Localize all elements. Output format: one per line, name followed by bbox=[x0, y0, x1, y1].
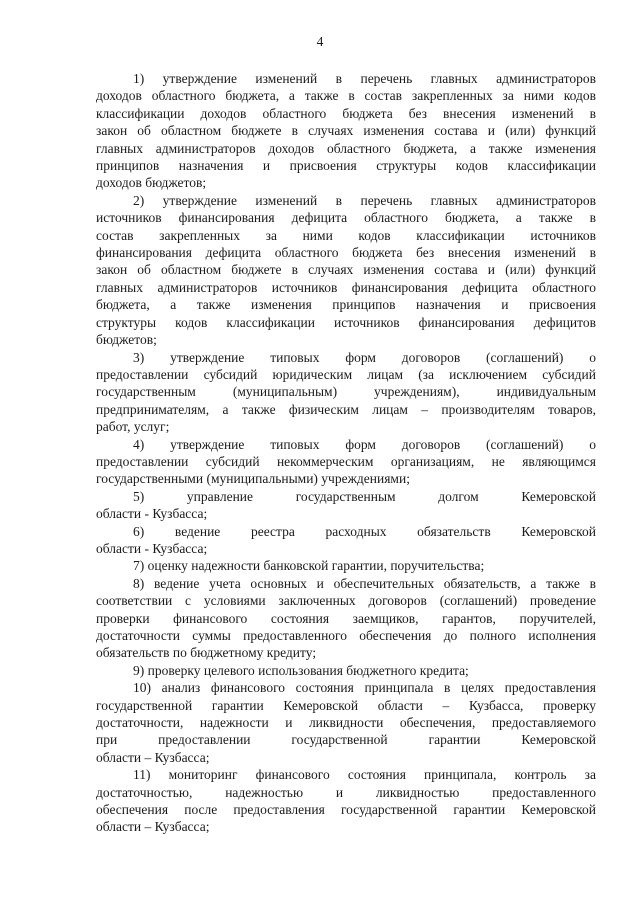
text-line: 5) управление государственным долгом Кемеровской bbox=[133, 488, 596, 504]
list-item bbox=[96, 523, 596, 558]
text-line: области - Кузбасса; bbox=[96, 506, 208, 522]
text-line: закон об областном бюджете в случаях изменения состава и (или) функций bbox=[96, 123, 596, 139]
text-line: государственным (муниципальным) учреждениям), индивидуальным bbox=[96, 384, 596, 400]
list-item bbox=[96, 662, 596, 679]
text-line: закон об областном бюджете в случаях изменения состава и (или) функций bbox=[96, 262, 596, 278]
text-line: области - Кузбасса; bbox=[96, 540, 208, 556]
text-line: бюджетов; bbox=[96, 332, 157, 348]
text-line: государственными (муниципальными) учреждениями; bbox=[96, 471, 410, 487]
text-line: главных администраторов доходов областного бюджета, а также изменения bbox=[96, 140, 596, 156]
text-line: источников финансирования дефицита областного бюджета, а также в bbox=[96, 210, 596, 226]
text-line: соответствии с условиями заключенных договоров (соглашений) проведение bbox=[96, 593, 596, 609]
text-line: 9) проверку целевого использования бюджетного кредита; bbox=[133, 662, 469, 678]
text-line: предоставлении субсидий юридическим лицам (за исключением субсидий bbox=[96, 366, 596, 382]
text-line: 7) оценку надежности банковской гарантии, поручительства; bbox=[133, 558, 485, 574]
text-line: при предоставлении государственной гарантии Кемеровской bbox=[96, 732, 596, 748]
list-item bbox=[96, 557, 596, 574]
text-line: достаточности, надежности и ликвидности обеспечения, предоставляемого bbox=[96, 715, 596, 731]
list-item bbox=[96, 679, 596, 766]
text-line: принципов назначения и присвоения структуры кодов классификации bbox=[96, 158, 596, 174]
list-item bbox=[96, 192, 596, 349]
list-item bbox=[96, 575, 596, 662]
list-item bbox=[96, 349, 596, 436]
text-line: 10) анализ финансового состояния принципала в целях предоставления bbox=[133, 680, 596, 696]
text-line: 11) мониторинг финансового состояния принципала, контроль за bbox=[133, 767, 596, 783]
text-line: 4) утверждение типовых форм договоров (соглашений) о bbox=[133, 436, 596, 452]
list-item bbox=[96, 766, 596, 836]
text-line: государственной гарантии Кемеровской области – Кузбасса, проверку bbox=[96, 697, 596, 713]
text-line: предоставлении субсидий некоммерческим организациям, не являющимся bbox=[96, 453, 596, 469]
text-line: области – Кузбасса; bbox=[96, 749, 210, 765]
list-item bbox=[96, 436, 596, 488]
list-item bbox=[96, 70, 596, 192]
list-item bbox=[96, 488, 596, 523]
text-line: 8) ведение учета основных и обеспечительных обязательств, а также в bbox=[133, 575, 596, 591]
text-line: предпринимателям, а также физическим лицам – производителям товаров, bbox=[96, 401, 596, 417]
text-line: доходов областного бюджета, а также в состав закрепленных за ними кодов bbox=[96, 88, 596, 104]
text-line: 6) ведение реестра расходных обязательств Кемеровской bbox=[133, 523, 596, 539]
text-line: состав закрепленных за ними кодов классификации источников bbox=[96, 227, 596, 243]
text-line: достаточностью, надежностью и ликвидностью предоставленного bbox=[96, 784, 596, 800]
text-line: достаточности суммы предоставленного обеспечения до полного исполнения bbox=[96, 628, 596, 643]
text-line: доходов бюджетов; bbox=[96, 175, 207, 191]
text-line: обеспечения после предоставления государственной гарантии Кемеровской bbox=[96, 802, 596, 818]
text-line: работ, услуг; bbox=[96, 419, 170, 435]
text-line: обязательств по бюджетному кредиту; bbox=[96, 645, 317, 661]
text-line: структуры кодов классификации источников финансирования дефицитов bbox=[96, 314, 596, 330]
text-line: 1) утверждение изменений в перечень главных администраторов bbox=[133, 71, 596, 86]
document-body bbox=[96, 70, 596, 836]
text-line: главных администраторов источников финансирования дефицита областного bbox=[96, 279, 596, 295]
text-line: 3) утверждение типовых форм договоров (соглашений) о bbox=[133, 349, 596, 365]
text-line: финансирования дефицита областного бюджета без внесения изменений в bbox=[96, 245, 596, 261]
text-line: 2) утверждение изменений в перечень главных администраторов bbox=[133, 192, 596, 208]
text-line: классификации доходов областного бюджета без внесения изменений в bbox=[96, 105, 596, 121]
text-line: бюджета, а также изменения принципов назначения и присвоения bbox=[96, 297, 596, 313]
text-line: проверки финансового состояния заемщиков, гарантов, поручителей, bbox=[96, 610, 596, 626]
text-line: области – Кузбасса; bbox=[96, 819, 210, 835]
page-number: 4 bbox=[316, 34, 324, 49]
